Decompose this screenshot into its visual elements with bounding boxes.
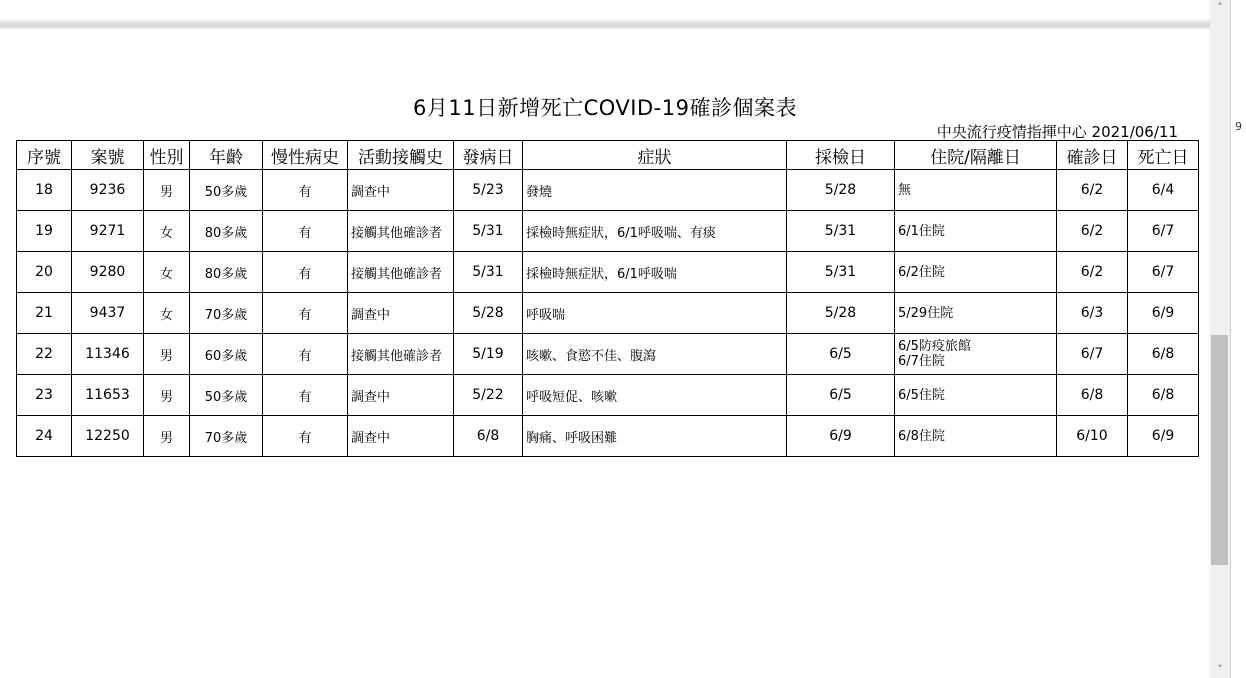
cell-age: 80多歲 [190,252,263,293]
cell-chronic: 有 [263,170,348,211]
cell-sex: 女 [144,211,190,252]
cell-seq: 21 [17,293,72,334]
cell-age: 50多歲 [190,375,263,416]
cell-age: 80多歲 [190,211,263,252]
table-row [17,416,1199,457]
cell-hospital: 6/5住院 [895,375,1057,416]
cell-hospital: 無 [895,170,1057,211]
header-symptoms: 症狀 [523,141,787,170]
header-seq: 序號 [17,141,72,170]
cell-case-no: 9437 [72,293,144,334]
cell-confirm-date: 6/10 [1057,416,1128,457]
scroll-down-icon[interactable]: ˅ [1217,663,1223,676]
cell-death-date: 6/9 [1128,416,1199,457]
death-cases-table [16,140,1199,457]
cell-contact: 調查中 [348,416,454,457]
header-hospital: 住院/隔離日 [895,141,1057,170]
header-contact: 活動接觸史 [348,141,454,170]
cell-chronic: 有 [263,334,348,375]
cell-age: 70多歲 [190,293,263,334]
cell-seq: 19 [17,211,72,252]
cell-case-no: 9280 [72,252,144,293]
cell-onset: 5/28 [454,293,523,334]
cell-contact: 調查中 [348,375,454,416]
cell-death-date: 6/4 [1128,170,1199,211]
cell-chronic: 有 [263,293,348,334]
cell-death-date: 6/7 [1128,252,1199,293]
cell-contact: 接觸其他確診者 [348,252,454,293]
cell-hospital: 6/8住院 [895,416,1057,457]
cell-test-date: 5/31 [787,252,895,293]
table-row [17,334,1199,375]
cell-contact: 調查中 [348,293,454,334]
cell-seq: 22 [17,334,72,375]
cell-symptoms: 呼吸短促、咳嗽 [523,375,787,416]
cell-chronic: 有 [263,375,348,416]
document-title: 6月11日新增死亡COVID-19確診個案表 [413,96,797,120]
cell-death-date: 6/8 [1128,334,1199,375]
side-panel-edge [1230,0,1246,678]
table-row [17,252,1199,293]
cell-symptoms: 咳嗽、食慾不佳、腹瀉 [523,334,787,375]
cell-sex: 男 [144,416,190,457]
table-row [17,211,1199,252]
cell-confirm-date: 6/8 [1057,375,1128,416]
cell-hospital: 5/29住院 [895,293,1057,334]
cell-chronic: 有 [263,252,348,293]
cell-symptoms: 胸痛、呼吸困難 [523,416,787,457]
issuer-and-date: 中央流行疫情指揮中心 2021/06/11 [936,123,1178,141]
cell-onset: 5/31 [454,211,523,252]
viewer-top-band [0,0,1210,30]
cell-test-date: 6/9 [787,416,895,457]
cell-test-date: 5/28 [787,170,895,211]
cell-sex: 女 [144,293,190,334]
cell-case-no: 9236 [72,170,144,211]
cell-age: 60多歲 [190,334,263,375]
header-onset: 發病日 [454,141,523,170]
cell-confirm-date: 6/3 [1057,293,1128,334]
table-header-row [17,141,1199,170]
cell-seq: 24 [17,416,72,457]
cell-chronic: 有 [263,211,348,252]
header-case-no: 案號 [72,141,144,170]
cell-death-date: 6/7 [1128,211,1199,252]
cell-contact: 接觸其他確診者 [348,334,454,375]
header-test-date: 採檢日 [787,141,895,170]
cell-chronic: 有 [263,416,348,457]
table-row [17,375,1199,416]
cell-seq: 20 [17,252,72,293]
cell-case-no: 11346 [72,334,144,375]
cell-onset: 6/8 [454,416,523,457]
cell-symptoms: 呼吸喘 [523,293,787,334]
header-age: 年齡 [190,141,263,170]
cell-contact: 接觸其他確診者 [348,211,454,252]
cell-age: 50多歲 [190,170,263,211]
cell-hospital: 6/5防疫旅館 6/7住院 [895,334,1057,375]
cell-death-date: 6/8 [1128,375,1199,416]
cell-hospital: 6/1住院 [895,211,1057,252]
cell-onset: 5/22 [454,375,523,416]
header-sex: 性別 [144,141,190,170]
cell-age: 70多歲 [190,416,263,457]
cell-onset: 5/23 [454,170,523,211]
cell-sex: 女 [144,252,190,293]
cell-confirm-date: 6/2 [1057,211,1128,252]
cell-case-no: 9271 [72,211,144,252]
cell-death-date: 6/9 [1128,293,1199,334]
cell-symptoms: 發燒 [523,170,787,211]
vertical-scrollbar[interactable] [1210,0,1246,678]
header-confirm-date: 確診日 [1057,141,1128,170]
side-panel-mark: 9 [1235,120,1242,133]
cell-hospital: 6/2住院 [895,252,1057,293]
cell-test-date: 5/28 [787,293,895,334]
cell-symptoms: 採檢時無症狀，6/1呼吸喘 [523,252,787,293]
cell-case-no: 11653 [72,375,144,416]
cell-confirm-date: 6/2 [1057,252,1128,293]
table-row [17,293,1199,334]
cell-test-date: 6/5 [787,375,895,416]
scroll-thumb[interactable] [1211,335,1228,565]
cell-sex: 男 [144,375,190,416]
cell-symptoms: 採檢時無症狀，6/1呼吸喘、有痰 [523,211,787,252]
cell-sex: 男 [144,334,190,375]
header-chronic: 慢性病史 [263,141,348,170]
cell-case-no: 12250 [72,416,144,457]
cell-contact: 調查中 [348,170,454,211]
cell-seq: 23 [17,375,72,416]
cell-test-date: 5/31 [787,211,895,252]
cell-onset: 5/19 [454,334,523,375]
cell-sex: 男 [144,170,190,211]
cell-onset: 5/31 [454,252,523,293]
scroll-up-icon[interactable]: ˄ [1217,1,1223,14]
cell-seq: 18 [17,170,72,211]
cell-confirm-date: 6/2 [1057,170,1128,211]
cell-test-date: 6/5 [787,334,895,375]
header-death-date: 死亡日 [1128,141,1199,170]
cell-confirm-date: 6/7 [1057,334,1128,375]
table-row [17,170,1199,211]
